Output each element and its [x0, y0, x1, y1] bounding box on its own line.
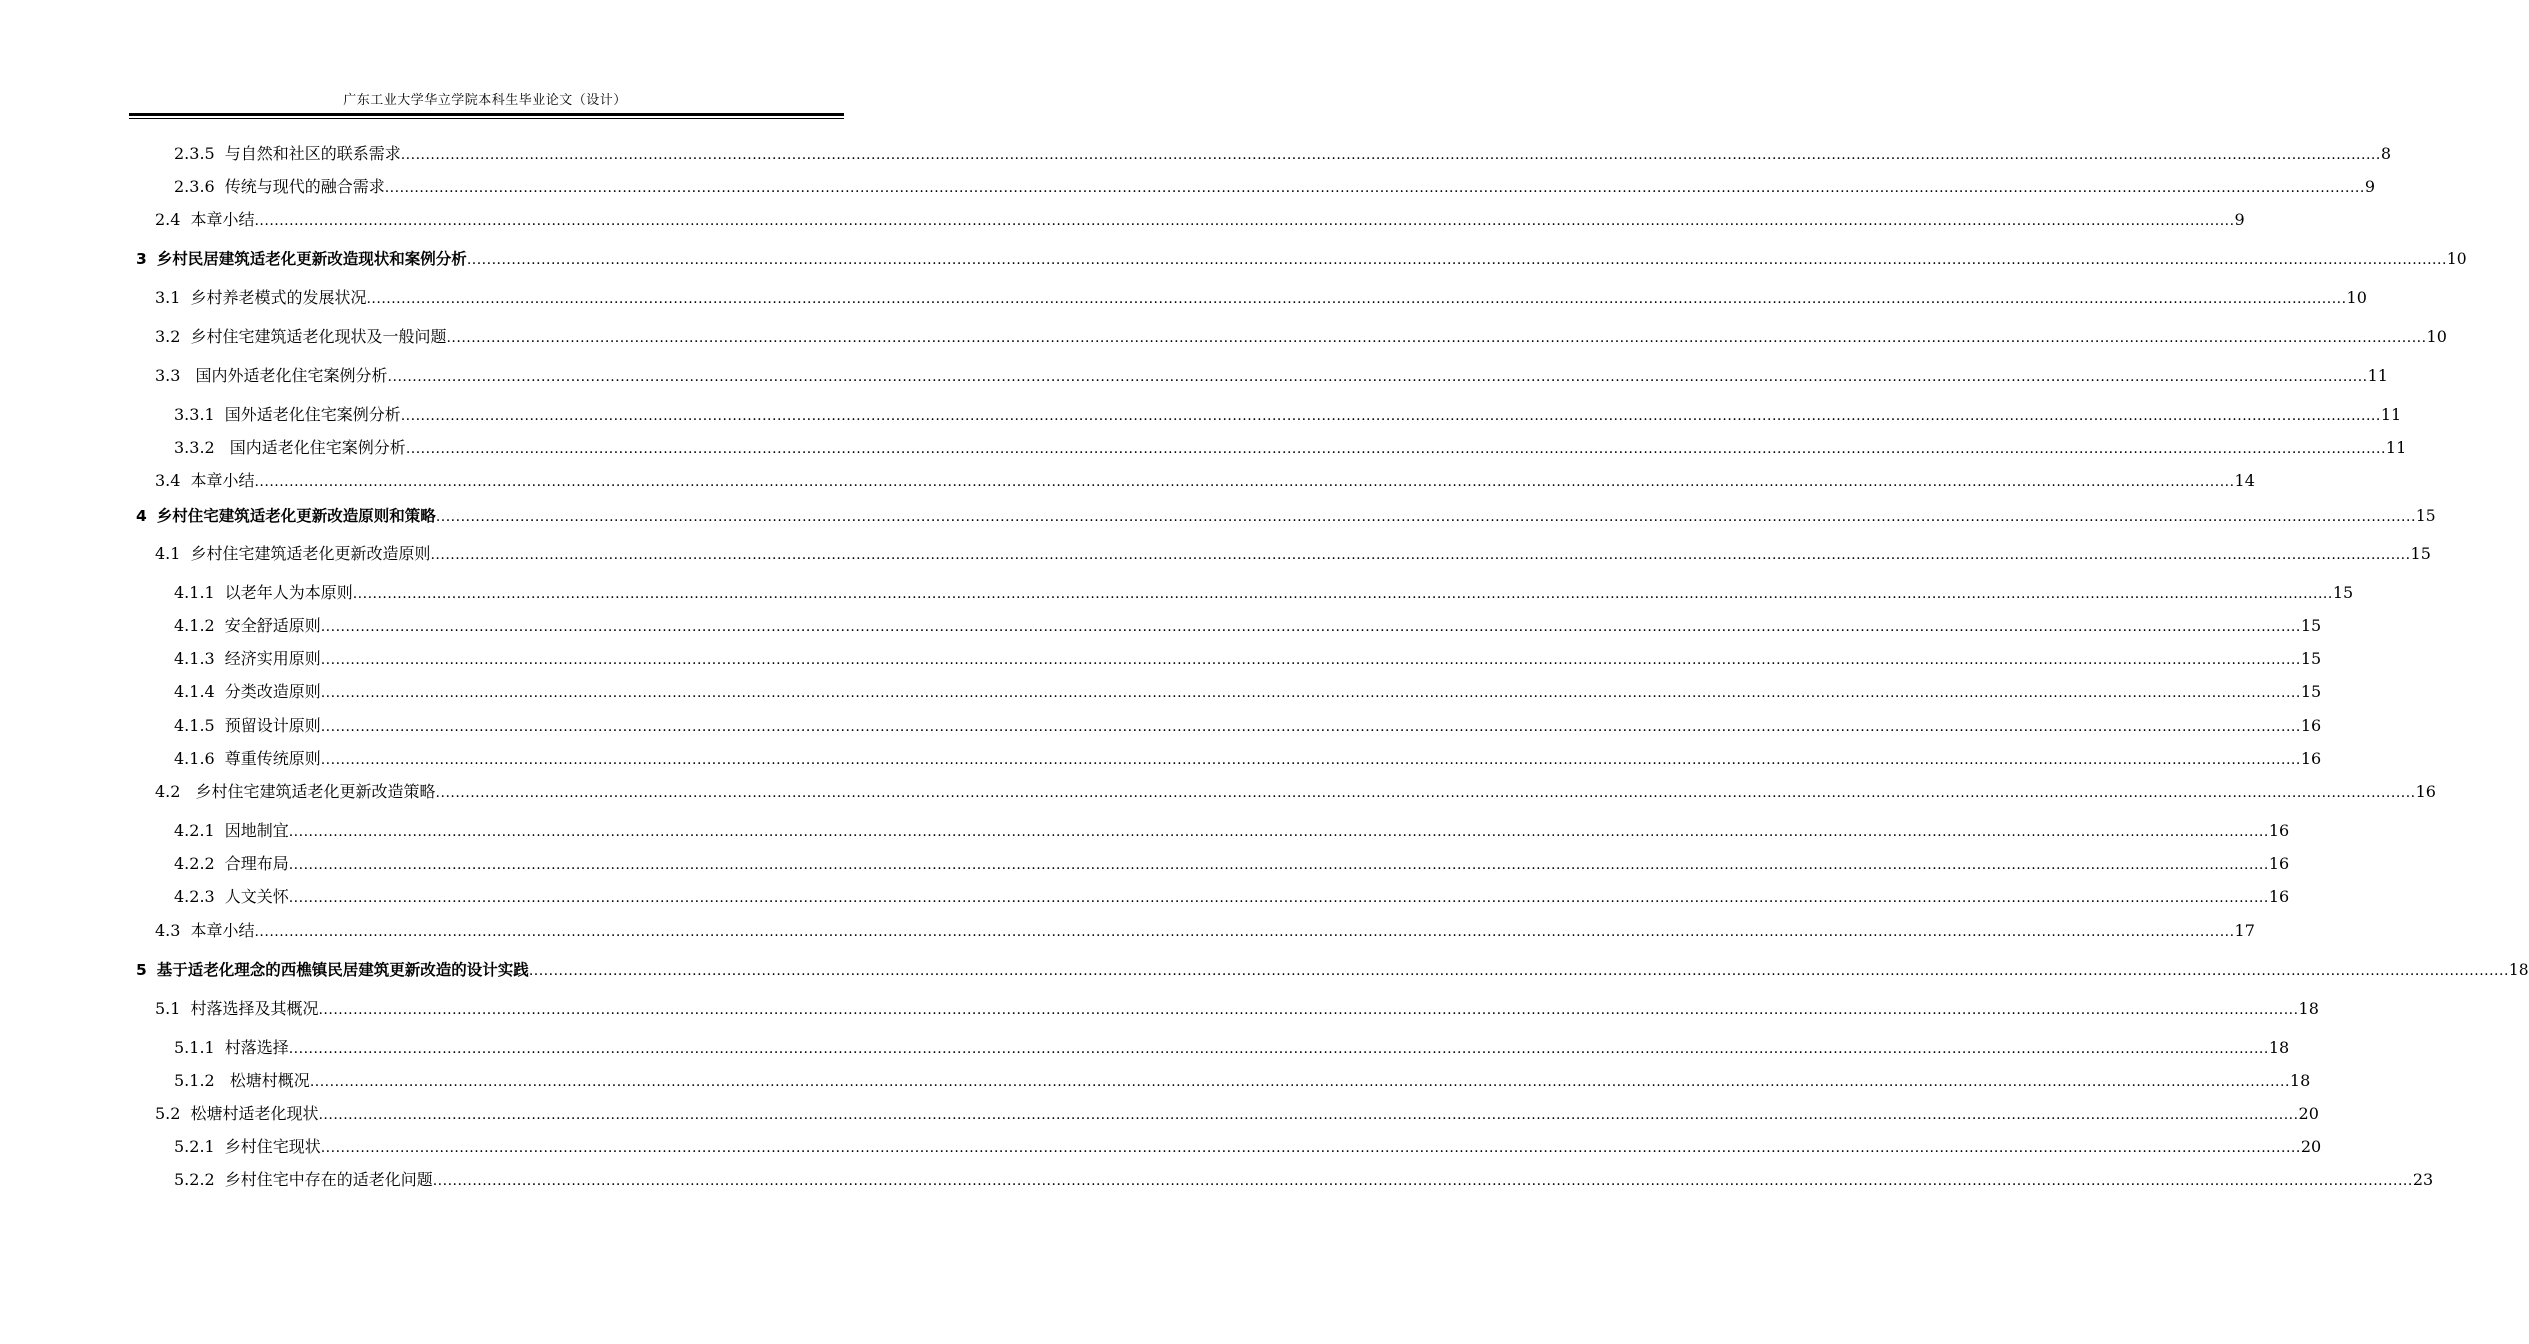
toc-entry-number: 3.1	[155, 288, 181, 307]
toc-entry[interactable]	[174, 1136, 2322, 1158]
toc-entry-number: 2.3.5	[174, 144, 215, 163]
toc-entry-label	[155, 287, 366, 309]
toc-dot-leader: ................................................................................................................................................................................................................................................................................................................................................................................................................	[400, 147, 2381, 163]
toc-entry-number: 4.1.2	[174, 616, 215, 635]
toc-entry[interactable]	[174, 582, 2354, 604]
toc-dot-leader: ................................................................................................................................................................................................................................................................................................................................................................................................................	[254, 213, 2235, 229]
toc-page-number: 10	[2346, 288, 2367, 307]
toc-page-number: 10	[2426, 327, 2447, 346]
toc-entry-number: 4.1.6	[174, 749, 215, 768]
toc-entry[interactable]	[136, 959, 2529, 981]
toc-entry-number: 2.3.6	[174, 177, 215, 196]
toc-entry-label	[174, 1136, 321, 1158]
toc-dot-leader: ................................................................................................................................................................................................................................................................................................................................................................................................................	[320, 619, 2301, 635]
toc-entry[interactable]	[155, 287, 2367, 309]
toc-page-number: 14	[2234, 471, 2255, 490]
toc-page-number: 8	[2380, 144, 2391, 163]
toc-entry-number: 5	[136, 961, 147, 979]
toc-entry-title: 国内外适老化住宅案例分析	[190, 366, 388, 385]
toc-entry[interactable]	[174, 648, 2322, 670]
toc-entry-number: 5.1.1	[174, 1038, 215, 1057]
toc-entry-label	[155, 326, 446, 348]
toc-dot-leader: ................................................................................................................................................................................................................................................................................................................................................................................................................	[288, 857, 2269, 873]
toc-entry-label	[155, 781, 436, 803]
toc-entry-number: 4.1.4	[174, 682, 215, 701]
toc-entry-title: 村落选择	[224, 1038, 289, 1057]
toc-entry-title: 乡村养老模式的发展状况	[190, 288, 367, 307]
toc-entry-title: 乡村住宅建筑适老化更新改造原则	[190, 544, 431, 563]
toc-entry-number: 5.1.2	[174, 1071, 215, 1090]
toc-entry-title: 传统与现代的融合需求	[224, 177, 385, 196]
toc-entry[interactable]	[174, 404, 2402, 426]
toc-entry-title: 本章小结	[190, 471, 255, 490]
toc-entry-label	[174, 404, 401, 426]
toc-entry[interactable]	[174, 1070, 2311, 1092]
toc-dot-leader: ................................................................................................................................................................................................................................................................................................................................................................................................................	[320, 652, 2301, 668]
toc-entry[interactable]	[174, 853, 2290, 875]
toc-entry[interactable]	[174, 1169, 2434, 1191]
toc-entry-number: 3.2	[155, 327, 181, 346]
toc-entry-title: 经济实用原则	[224, 649, 321, 668]
toc-entry-title: 乡村住宅建筑适老化现状及一般问题	[190, 327, 447, 346]
toc-entry[interactable]	[136, 505, 2436, 527]
toc-dot-leader: ................................................................................................................................................................................................................................................................................................................................................................................................................	[320, 685, 2301, 701]
toc-entry-title: 尊重传统原则	[224, 749, 321, 768]
toc-entry-label	[174, 143, 401, 165]
toc-dot-leader: ................................................................................................................................................................................................................................................................................................................................................................................................................	[528, 963, 2509, 979]
toc-page-number: 16	[2300, 716, 2322, 735]
toc-entry-title: 合理布局	[224, 854, 289, 873]
toc-dot-leader: ................................................................................................................................................................................................................................................................................................................................................................................................................	[288, 824, 2269, 840]
toc-entry-number: 5.2.1	[174, 1137, 215, 1156]
toc-page-number: 18	[2508, 961, 2529, 979]
toc-entry-label	[174, 1037, 289, 1059]
toc-page-number: 9	[2364, 177, 2375, 196]
toc-entry-number: 4.3	[155, 921, 181, 940]
toc-page-number: 10	[2446, 250, 2467, 268]
toc-dot-leader: ................................................................................................................................................................................................................................................................................................................................................................................................................	[352, 586, 2333, 602]
toc-page-number: 20	[2298, 1104, 2319, 1123]
toc-dot-leader: ................................................................................................................................................................................................................................................................................................................................................................................................................	[405, 441, 2386, 457]
toc-entry-number: 4.2.3	[174, 887, 215, 906]
toc-entry[interactable]	[155, 326, 2447, 348]
toc-entry[interactable]	[174, 615, 2322, 637]
toc-entry[interactable]	[174, 715, 2322, 737]
toc-entry-label	[174, 648, 321, 670]
toc-entry[interactable]	[155, 920, 2255, 942]
toc-entry-title: 国外适老化住宅案例分析	[224, 405, 401, 424]
toc-entry[interactable]	[155, 1103, 2319, 1125]
toc-entry-label	[174, 1169, 433, 1191]
toc-entry[interactable]	[136, 248, 2467, 270]
toc-entry-label	[155, 998, 318, 1020]
toc-entry[interactable]	[155, 543, 2431, 565]
toc-entry[interactable]	[155, 781, 2436, 803]
toc-entry-label	[155, 365, 388, 387]
toc-entry-label	[155, 543, 430, 565]
toc-page-number: 11	[2385, 438, 2407, 457]
toc-dot-leader: ................................................................................................................................................................................................................................................................................................................................................................................................................	[387, 369, 2368, 385]
toc-dot-leader: ................................................................................................................................................................................................................................................................................................................................................................................................................	[320, 719, 2301, 735]
page-header-title: 广东工业大学华立学院本科生毕业论文（设计）	[343, 93, 627, 108]
toc-page-number: 17	[2234, 921, 2255, 940]
toc-page-number: 15	[2415, 507, 2436, 525]
toc-entry-title: 村落选择及其概况	[190, 999, 319, 1018]
header-rule-thin	[129, 118, 844, 119]
toc-entry-number: 2.4	[155, 210, 181, 229]
toc-page-number: 18	[2268, 1038, 2290, 1057]
toc-page-number: 15	[2332, 583, 2354, 602]
toc-entry-label	[174, 681, 321, 703]
toc-dot-leader: ................................................................................................................................................................................................................................................................................................................................................................................................................	[318, 1002, 2299, 1018]
toc-dot-leader: ................................................................................................................................................................................................................................................................................................................................................................................................................	[318, 1107, 2299, 1123]
toc-page-number: 11	[2380, 405, 2402, 424]
toc-page-number: 16	[2300, 749, 2322, 768]
toc-page-number: 18	[2289, 1071, 2311, 1090]
toc-entry-label	[136, 505, 436, 527]
toc-dot-leader: ................................................................................................................................................................................................................................................................................................................................................................................................................	[430, 547, 2411, 563]
toc-entry-title: 基于适老化理念的西樵镇民居建筑更新改造的设计实践	[156, 961, 529, 979]
toc-entry-number: 3	[136, 250, 147, 268]
toc-page-number: 23	[2412, 1170, 2434, 1189]
toc-entry-number: 3.4	[155, 471, 181, 490]
toc-entry-number: 4.2.2	[174, 854, 215, 873]
toc-entry-label	[174, 886, 289, 908]
toc-entry[interactable]	[174, 1037, 2290, 1059]
toc-entry[interactable]	[174, 748, 2322, 770]
toc-dot-leader: ................................................................................................................................................................................................................................................................................................................................................................................................................	[254, 924, 2235, 940]
toc-entry-title: 人文关怀	[224, 887, 289, 906]
toc-entry-title: 预留设计原则	[224, 716, 321, 735]
toc-entry-title: 国内适老化住宅案例分析	[224, 438, 406, 457]
toc-dot-leader: ................................................................................................................................................................................................................................................................................................................................................................................................................	[288, 890, 2269, 906]
toc-entry-number: 4	[136, 507, 147, 525]
toc-page-number: 11	[2367, 366, 2388, 385]
toc-entry-number: 4.1.1	[174, 583, 215, 602]
toc-dot-leader: ................................................................................................................................................................................................................................................................................................................................................................................................................	[400, 408, 2381, 424]
toc-entry-label	[174, 853, 289, 875]
toc-page-number: 18	[2298, 999, 2319, 1018]
toc-entry[interactable]	[155, 209, 2245, 231]
toc-page-number: 16	[2268, 887, 2290, 906]
toc-entry-label	[155, 1103, 318, 1125]
header-rule-thick	[129, 113, 844, 116]
toc-entry-label	[174, 176, 385, 198]
toc-page-number: 15	[2300, 616, 2322, 635]
toc-entry-title: 乡村住宅建筑适老化更新改造策略	[190, 782, 436, 801]
toc-entry[interactable]	[155, 470, 2255, 492]
toc-dot-leader: ................................................................................................................................................................................................................................................................................................................................................................................................................	[320, 1140, 2301, 1156]
toc-dot-leader: ................................................................................................................................................................................................................................................................................................................................................................................................................	[288, 1041, 2269, 1057]
toc-entry-title: 以老年人为本原则	[224, 583, 353, 602]
toc-entry[interactable]	[155, 998, 2319, 1020]
toc-entry-label	[174, 715, 321, 737]
toc-page-number: 15	[2410, 544, 2431, 563]
toc-entry-title: 乡村民居建筑适老化更新改造现状和案例分析	[156, 250, 467, 268]
toc-dot-leader: ................................................................................................................................................................................................................................................................................................................................................................................................................	[435, 509, 2416, 525]
toc-entry-number: 5.1	[155, 999, 181, 1018]
toc-dot-leader: ................................................................................................................................................................................................................................................................................................................................................................................................................	[366, 291, 2347, 307]
toc-entry-title: 松塘村适老化现状	[190, 1104, 319, 1123]
toc-entry-label	[155, 920, 254, 942]
toc-entry-label	[174, 748, 321, 770]
toc-dot-leader: ................................................................................................................................................................................................................................................................................................................................................................................................................	[432, 1173, 2413, 1189]
toc-entry-number: 4.2	[155, 782, 181, 801]
toc-entry-title: 乡村住宅现状	[224, 1137, 321, 1156]
toc-entry-title: 本章小结	[190, 921, 255, 940]
toc-entry[interactable]	[174, 437, 2407, 459]
toc-page-number: 16	[2415, 782, 2436, 801]
toc-entry-number: 4.1	[155, 544, 181, 563]
toc-dot-leader: ................................................................................................................................................................................................................................................................................................................................................................................................................	[309, 1074, 2290, 1090]
toc-entry-number: 4.1.5	[174, 716, 215, 735]
toc-entry-title: 松塘村概况	[224, 1071, 310, 1090]
toc-entry[interactable]	[174, 143, 2391, 165]
toc-entry-title: 分类改造原则	[224, 682, 321, 701]
toc-entry-label	[174, 437, 406, 459]
toc-entry-label	[136, 248, 467, 270]
toc-page-number: 15	[2300, 649, 2322, 668]
toc-entry-label	[155, 470, 254, 492]
toc-dot-leader: ................................................................................................................................................................................................................................................................................................................................................................................................................	[466, 252, 2447, 268]
toc-entry-label	[174, 582, 353, 604]
toc-entry-number: 3.3.2	[174, 438, 215, 457]
toc-entry-number: 4.1.3	[174, 649, 215, 668]
toc-page-number: 9	[2234, 210, 2245, 229]
toc-dot-leader: ................................................................................................................................................................................................................................................................................................................................................................................................................	[446, 330, 2427, 346]
toc-entry-label	[174, 615, 321, 637]
toc-dot-leader: ................................................................................................................................................................................................................................................................................................................................................................................................................	[435, 785, 2416, 801]
toc-entry-title: 乡村住宅中存在的适老化问题	[224, 1170, 433, 1189]
toc-entry-label	[136, 959, 529, 981]
toc-entry-label	[174, 1070, 310, 1092]
toc-entry-title: 与自然和社区的联系需求	[224, 144, 401, 163]
toc-entry-title: 本章小结	[190, 210, 255, 229]
toc-dot-leader: ................................................................................................................................................................................................................................................................................................................................................................................................................	[254, 474, 2235, 490]
toc-dot-leader: ................................................................................................................................................................................................................................................................................................................................................................................................................	[384, 180, 2365, 196]
toc-entry-title: 乡村住宅建筑适老化更新改造原则和策略	[156, 507, 436, 525]
toc-entry-number: 5.2.2	[174, 1170, 215, 1189]
toc-entry-title: 因地制宜	[224, 821, 289, 840]
toc-dot-leader: ................................................................................................................................................................................................................................................................................................................................................................................................................	[320, 752, 2301, 768]
toc-page-number: 20	[2300, 1137, 2322, 1156]
toc-entry[interactable]	[174, 820, 2290, 842]
toc-page-number: 15	[2300, 682, 2322, 701]
toc-entry[interactable]	[174, 886, 2290, 908]
toc-page-number: 16	[2268, 821, 2290, 840]
toc-entry-label	[174, 820, 289, 842]
toc-entry-number: 4.2.1	[174, 821, 215, 840]
toc-entry[interactable]	[174, 176, 2375, 198]
toc-entry-number: 5.2	[155, 1104, 181, 1123]
toc-entry-label	[155, 209, 254, 231]
toc-page-number: 16	[2268, 854, 2290, 873]
toc-entry[interactable]	[174, 681, 2322, 703]
toc-entry-number: 3.3	[155, 366, 181, 385]
toc-entry[interactable]	[155, 365, 2388, 387]
toc-entry-number: 3.3.1	[174, 405, 215, 424]
toc-entry-title: 安全舒适原则	[224, 616, 321, 635]
